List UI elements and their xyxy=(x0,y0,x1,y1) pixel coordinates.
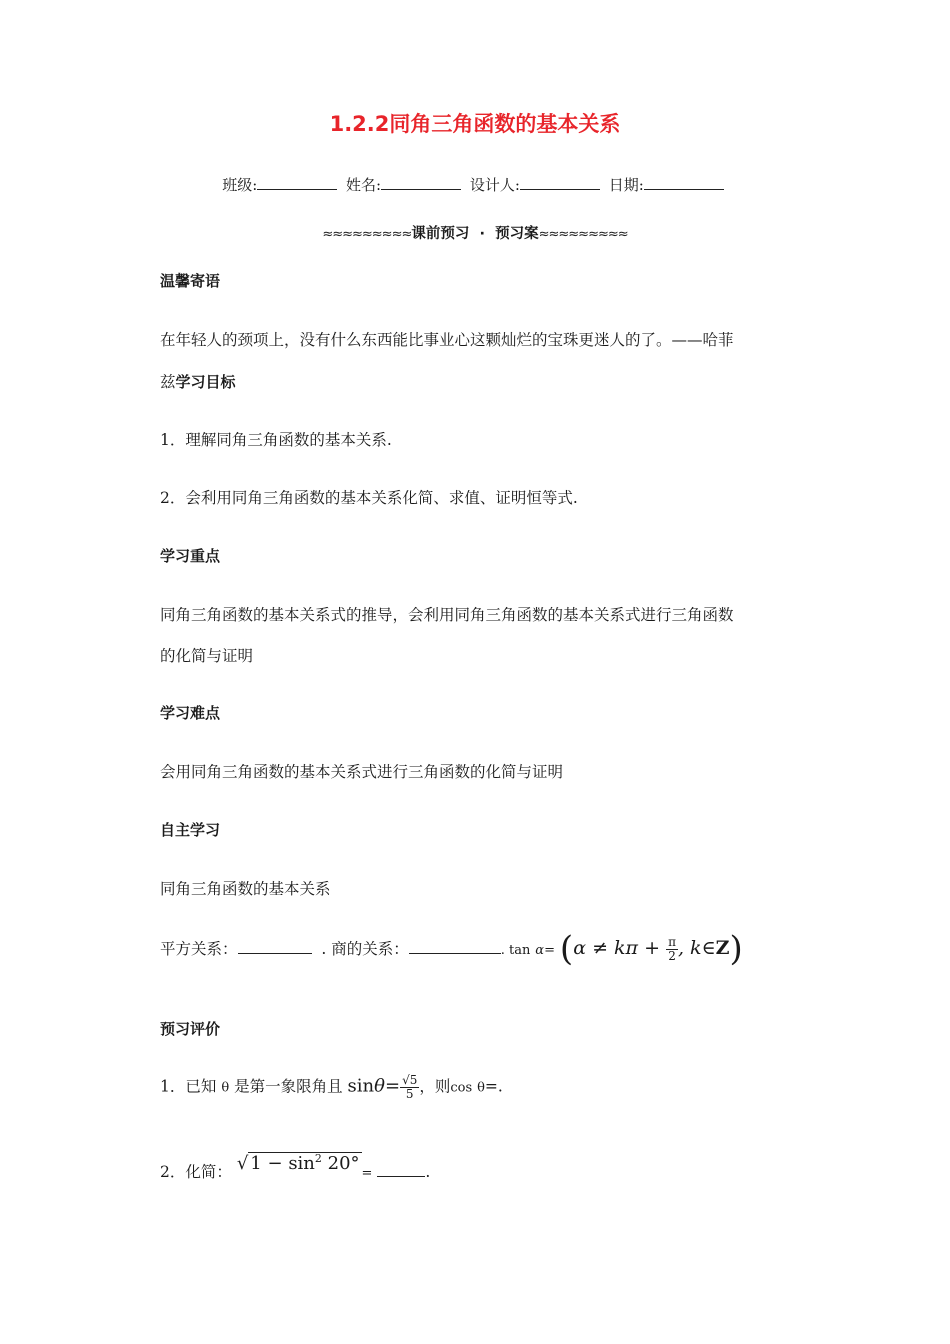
key-points-line1: 同角三角函数的基本关系式的推导，会利用同角三角函数的基本关系式进行三角函数 xyxy=(160,606,734,624)
cond-Z: Z xyxy=(715,937,730,959)
goal-item-2: 2．会利用同角三角函数的基本关系化简、求值、证明恒等式. xyxy=(160,489,578,507)
goals-heading: 学习目标 xyxy=(175,373,236,391)
date-label: 日期: xyxy=(608,176,644,194)
key-points-line2: 的化简与证明 xyxy=(160,647,254,665)
cond-neq: ≠ xyxy=(592,937,608,959)
left-paren: ( xyxy=(559,929,574,969)
q1-prefix: 1．已知 xyxy=(160,1077,217,1096)
warm-words-tail: 兹 xyxy=(160,373,176,391)
q1-sin-formula: sinθ= xyxy=(347,1075,401,1097)
preview-eval-heading: 预习评价 xyxy=(160,1020,221,1038)
question-1 xyxy=(160,1074,503,1101)
cond-kpi: kπ xyxy=(614,937,639,959)
designer-blank[interactable] xyxy=(520,177,600,190)
cond-in: ∈ xyxy=(701,937,716,959)
left-wave: ≈≈≈≈≈≈≈≈≈ xyxy=(322,227,412,242)
q1-mid: 是第一象限角且 xyxy=(234,1077,343,1096)
designer-label: 设计人: xyxy=(469,176,520,194)
q1-then: ，则 xyxy=(419,1077,451,1096)
q1-fraction: $\frac{√5}{5}$ xyxy=(402,1073,418,1101)
sqrt-content: $1 - \sin^2 20^\circ$ xyxy=(250,1152,360,1174)
warm-words-text: 在年轻人的颈项上，没有什么东西能比事业心这颗灿烂的宝珠更迷人的了。——哈菲 xyxy=(160,331,734,349)
date-blank[interactable] xyxy=(644,177,724,190)
condition-formula xyxy=(559,929,743,969)
cond-k: , k xyxy=(677,937,702,959)
difficulties-heading: 学习难点 xyxy=(160,704,221,722)
alpha-symbol: α xyxy=(535,943,545,958)
square-blank[interactable] xyxy=(238,941,312,954)
q2-answer-blank[interactable] xyxy=(377,1164,425,1177)
difficulties-text: 会用同角三角函数的基本关系式进行三角函数的化简与证明 xyxy=(160,763,564,781)
cond-alpha: α xyxy=(573,937,587,959)
question-2 xyxy=(160,1152,431,1182)
right-wave: ≈≈≈≈≈≈≈≈≈ xyxy=(538,227,628,242)
key-points-heading: 学习重点 xyxy=(160,547,221,565)
quotient-label: . 商的关系： xyxy=(321,940,409,958)
info-line xyxy=(0,174,950,195)
q1-theta: θ xyxy=(221,1080,230,1096)
self-study-heading: 自主学习 xyxy=(160,821,221,839)
q2-root-formula xyxy=(237,1153,362,1174)
divider-label-a: 课前预习 xyxy=(411,226,470,242)
pi-over-2: $\frac{\pi}{2}$ xyxy=(668,934,676,963)
quotient-blank[interactable] xyxy=(409,941,501,954)
cond-plus: + xyxy=(644,937,661,959)
class-label: 班级: xyxy=(222,176,258,194)
name-label: 姓名: xyxy=(346,176,382,194)
q1-end: =. xyxy=(484,1077,503,1096)
q2-prefix: 2．化简： xyxy=(160,1163,232,1181)
right-paren: ) xyxy=(729,929,743,969)
tan-text: . tan xyxy=(500,943,531,958)
q1-cos-theta: θ xyxy=(477,1080,485,1096)
relations-line xyxy=(160,929,743,969)
warm-words-heading: 温馨寄语 xyxy=(160,272,221,290)
q2-equals: = xyxy=(361,1166,373,1181)
divider-label-b: 预习案 xyxy=(495,226,539,242)
warm-words-continuation xyxy=(160,370,236,392)
divider-dot: · xyxy=(479,226,485,242)
q2-end: . xyxy=(425,1163,431,1181)
self-study-text: 同角三角函数的基本关系 xyxy=(160,880,331,898)
q1-cos: cos xyxy=(450,1080,473,1096)
page-title: 1.2.2同角三角函数的基本关系 xyxy=(329,112,621,136)
class-blank[interactable] xyxy=(257,177,337,190)
sqrt-symbol: √ xyxy=(236,1153,249,1174)
name-blank[interactable] xyxy=(381,177,461,190)
section-divider xyxy=(0,222,950,243)
square-label: 平方关系： xyxy=(160,940,238,958)
equals-sign: = xyxy=(544,943,555,958)
goal-item-1: 1．理解同角三角函数的基本关系. xyxy=(160,431,392,449)
